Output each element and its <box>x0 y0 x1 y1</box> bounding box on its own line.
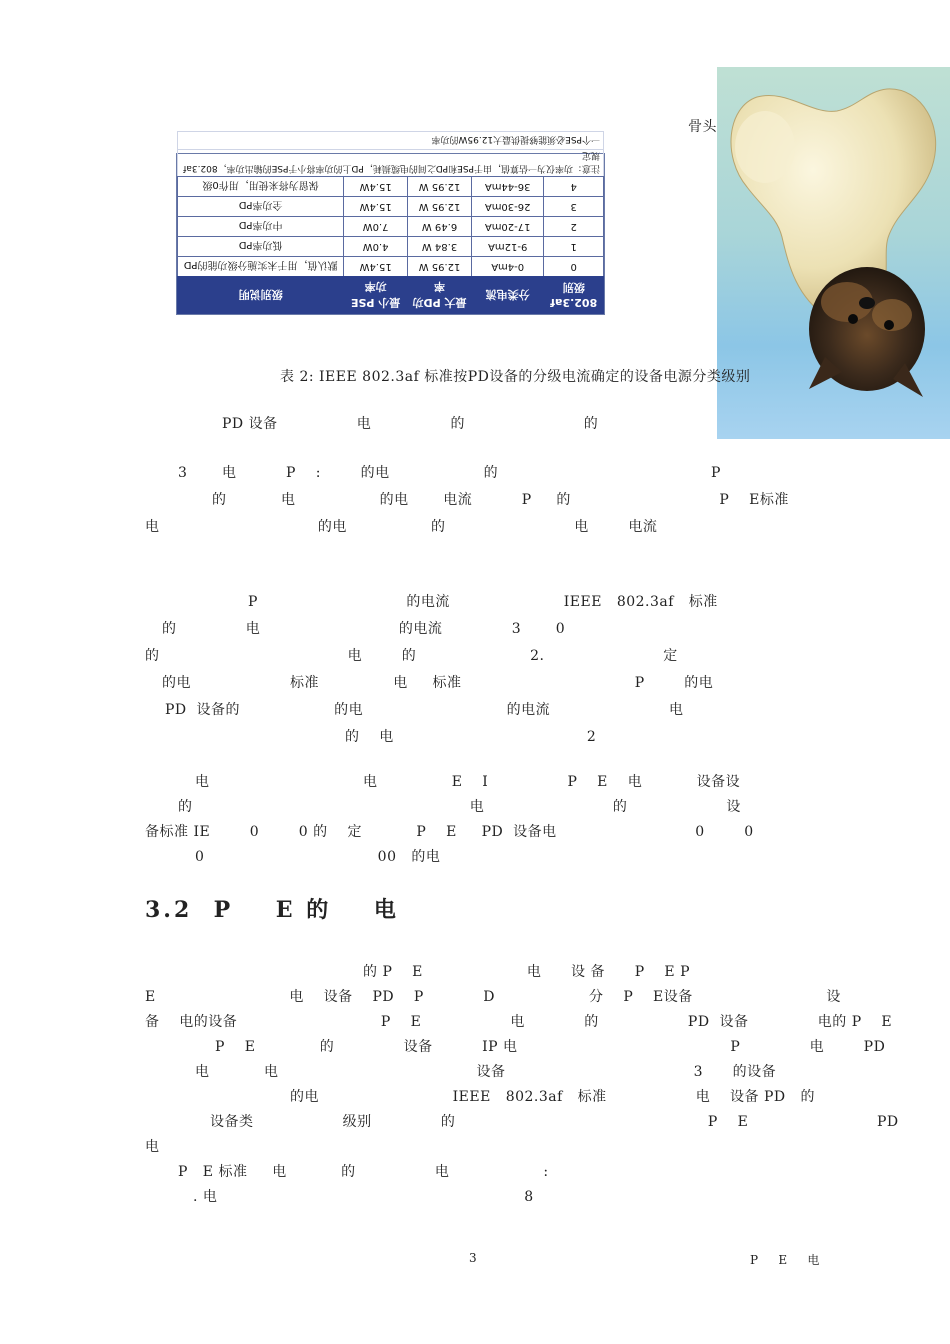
body-line: 设备类 级别 的 P E PD <box>210 1114 899 1130</box>
body-line: 电 电 设备 3 的设备 <box>195 1064 777 1080</box>
table-cell: 0-4mA <box>471 257 543 277</box>
table-note: 一个PSE必须能够提供最大12.95W的功率 <box>178 132 604 150</box>
table-header-row <box>178 277 604 314</box>
table-row <box>178 177 604 197</box>
body-line: P 的电流 IEEE 802.3af 标准 <box>248 594 718 610</box>
table-header: 最小 PSE功率 <box>344 277 408 314</box>
table-cell: 26-30mA <box>471 197 543 217</box>
table-cell: 0 <box>544 257 604 277</box>
table-cell: 12.95 W <box>408 177 472 197</box>
body-line: 的 电 2 <box>345 729 597 745</box>
table-cell: 全功率PD <box>178 197 344 217</box>
body-line: 备 电的设备 P E 电 的 PD 设备 电的 P E <box>145 1014 893 1030</box>
body-line: P E 的 设备 IP 电 P 电 PD <box>215 1039 886 1055</box>
body-line: PD 设备的 的电 的电流 电 <box>165 702 684 718</box>
body-line: 电 <box>145 1139 160 1155</box>
table-header: 最大 PD功率 <box>408 277 472 314</box>
body-line: 备标准 IE 0 0 的 定 P E PD 设备电 0 0 <box>145 824 754 840</box>
table-cell: 2 <box>544 217 604 237</box>
body-line: PD 设备 电 的 的 <box>222 416 599 432</box>
table-cell: 15.4W <box>344 177 408 197</box>
dog-bone-illustration <box>717 67 950 439</box>
table-row <box>178 237 604 257</box>
power-class-table <box>177 131 604 314</box>
table-cell: 15.4W <box>344 257 408 277</box>
table-cell: 低功率PD <box>178 237 344 257</box>
table-header: 分类电流 <box>471 277 543 314</box>
table-row <box>178 197 604 217</box>
body-line: 的 电 的电 电流 P 的 P E标准 <box>212 492 789 508</box>
footer-title: P E 电 <box>750 1253 821 1267</box>
table-cell: 12.95 W <box>408 197 472 217</box>
table-cell: 7.0W <box>344 217 408 237</box>
table-cell: 4.0W <box>344 237 408 257</box>
table-header: 级别说明 <box>178 277 344 314</box>
body-line: 的电 标准 电 标准 P 的电 <box>162 675 714 691</box>
section-heading: 3.2 P E 的 电 <box>145 897 399 923</box>
body-line: E 电 设备 PD P D 分 P E设备 设 <box>145 989 841 1005</box>
table-cell: 9-12mA <box>471 237 543 257</box>
body-line: . 电 8 <box>193 1189 534 1205</box>
body-line: 的 电 的 2. 定 <box>145 648 678 664</box>
dog-bone-photo <box>717 67 950 439</box>
table-cell: 17-20mA <box>471 217 543 237</box>
table-caption: 表 2: IEEE 802.3af 标准按PD设备的分级电流确定的设备电源分类级别 <box>280 369 751 385</box>
table-note-row <box>178 150 604 177</box>
table-cell: 默认值，用于未实施分级功能的PD <box>178 257 344 277</box>
body-line: 的 电 的电流 3 0 <box>162 621 566 637</box>
table-cell: 中功率PD <box>178 217 344 237</box>
label-bone: 骨头 <box>688 119 717 135</box>
body-line: 3 电 P : 的电 的 P <box>178 465 721 481</box>
table-header: 802.3af 级别 <box>544 277 604 314</box>
page-number: 3 <box>469 1251 478 1265</box>
body-line: 的 P E 电 设 备 P E P <box>363 964 691 980</box>
body-line: 电 电 E I P E 电 设备设 <box>195 774 741 790</box>
table-note-row <box>178 132 604 150</box>
table-cell: 保留为将来使用，用作0级 <box>178 177 344 197</box>
table-row <box>178 257 604 277</box>
table-cell: 4 <box>544 177 604 197</box>
body-line: P E 标准 电 的 电 : <box>178 1164 549 1180</box>
table-row <box>178 217 604 237</box>
table-cell: 1 <box>544 237 604 257</box>
body-line: 的 电 的 设 <box>178 799 741 815</box>
body-line: 0 00 的电 <box>195 849 441 865</box>
table-cell: 3 <box>544 197 604 217</box>
table-cell: 3.84 W <box>408 237 472 257</box>
table-cell: 6.49 W <box>408 217 472 237</box>
table-cell: 15.4W <box>344 197 408 217</box>
table-cell: 36-44mA <box>471 177 543 197</box>
body-line: 电 的电 的 电 电流 <box>145 519 658 535</box>
table-note: 注意：功率仅为一估算值，由于PSE和PD之间的电缆损耗，PD上的功率将小于PSE的输出功率，802.3af规定 <box>178 150 604 177</box>
table-figure <box>176 134 605 315</box>
body-line: 的电 IEEE 802.3af 标准 电 设备 PD 的 <box>290 1089 816 1105</box>
table-cell: 12.95 W <box>408 257 472 277</box>
